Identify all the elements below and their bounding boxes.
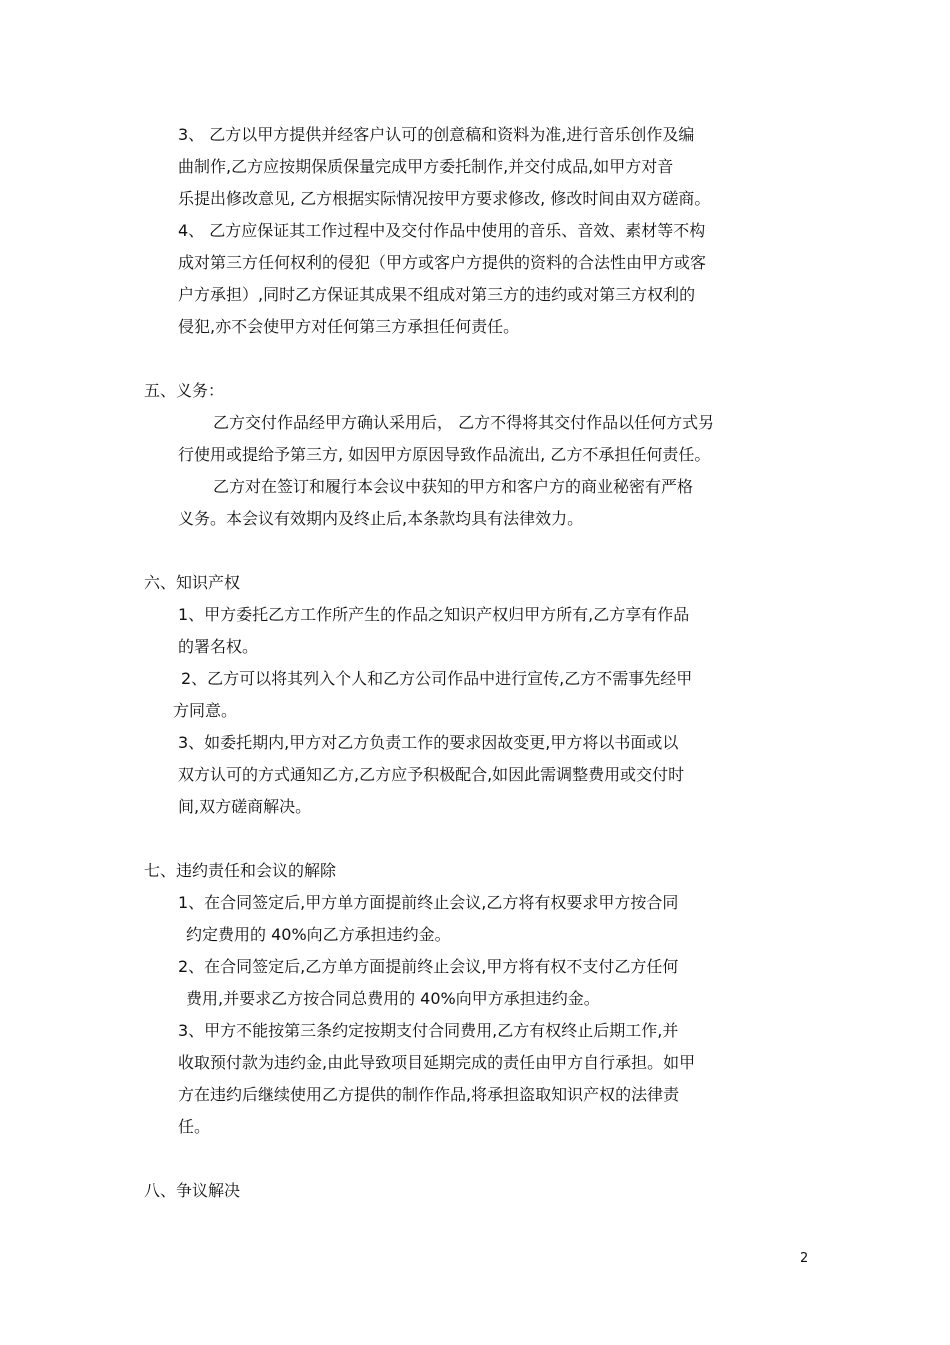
text-line: 1、甲方委托乙方工作所产生的作品之知识产权归甲方所有,乙方享有作品 xyxy=(178,605,690,624)
text-line: 成对第三方任何权利的侵犯（甲方或客户方提供的资料的合法性由甲方或客 xyxy=(178,253,707,272)
text-line: 2、在合同签定后,乙方单方面提前终止会议,甲方将有权不支付乙方任何 xyxy=(178,957,679,976)
text-line: 1、在合同签定后,甲方单方面提前终止会议,乙方将有权要求甲方按合同 xyxy=(178,893,679,912)
text-line: 3、 乙方以甲方提供并经客户认可的创意稿和资料为准,进行音乐创作及编 xyxy=(178,125,695,144)
section-heading-duties: 五、义务： xyxy=(144,381,225,400)
text-line: 乙方对在签订和履行本会议中获知的甲方和客户方的商业秘密有严格 xyxy=(213,477,694,496)
text-line: 双方认可的方式通知乙方,乙方应予积极配合,如因此需调整费用或交付时 xyxy=(178,765,685,784)
text-line: 4、 乙方应保证其工作过程中及交付作品中使用的音乐、音效、素材等不构 xyxy=(178,221,706,240)
text-line: 户方承担）,同时乙方保证其成果不组成对第三方的违约或对第三方权利的 xyxy=(178,285,696,304)
text-line: 侵犯,亦不会使甲方对任何第三方承担任何责任。 xyxy=(178,317,520,336)
text-line: 2、乙方可以将其列入个人和乙方公司作品中进行宣传,乙方不需事先经甲 xyxy=(181,669,693,688)
text-line: 乐提出修改意见, 乙方根据实际情况按甲方要求修改, 修改时间由双方磋商。 xyxy=(178,189,711,208)
text-line: 方同意。 xyxy=(173,701,238,720)
text-line: 任。 xyxy=(178,1117,211,1136)
section-heading-dispute: 八、争议解决 xyxy=(144,1181,241,1200)
text-line: 曲制作,乙方应按期保质保量完成甲方委托制作,并交付成品,如甲方对音 xyxy=(178,157,674,176)
text-line: 3、甲方不能按第三条约定按期支付合同费用,乙方有权终止后期工作,并 xyxy=(178,1021,679,1040)
text-line: 费用,并要求乙方按合同总费用的 40%向甲方承担违约金。 xyxy=(186,989,600,1008)
text-line: 的署名权。 xyxy=(178,637,259,656)
text-line: 间,双方磋商解决。 xyxy=(178,797,312,816)
text-line: 收取预付款为违约金,由此导致项目延期完成的责任由甲方自行承担。如甲 xyxy=(178,1053,696,1072)
section-heading-ip: 六、知识产权 xyxy=(144,573,241,592)
text-line: 方在违约后继续使用乙方提供的制作作品,将承担盗取知识产权的法律责 xyxy=(178,1085,680,1104)
page-number: 2 xyxy=(800,1251,809,1266)
text-line: 行使用或提给予第三方, 如因甲方原因导致作品流出, 乙方不承担任何责任。 xyxy=(178,445,711,464)
text-line: 义务。本会议有效期内及终止后,本条款均具有法律效力。 xyxy=(178,509,584,528)
text-line: 3、如委托期内,甲方对乙方负责工作的要求因故变更,甲方将以书面或以 xyxy=(178,733,679,752)
section-heading-breach: 七、违约责任和会议的解除 xyxy=(144,861,337,880)
text-line: 约定费用的 40%向乙方承担违约金。 xyxy=(186,925,451,944)
text-line: 乙方交付作品经甲方确认采用后， 乙方不得将其交付作品以任何方式另 xyxy=(213,413,715,432)
